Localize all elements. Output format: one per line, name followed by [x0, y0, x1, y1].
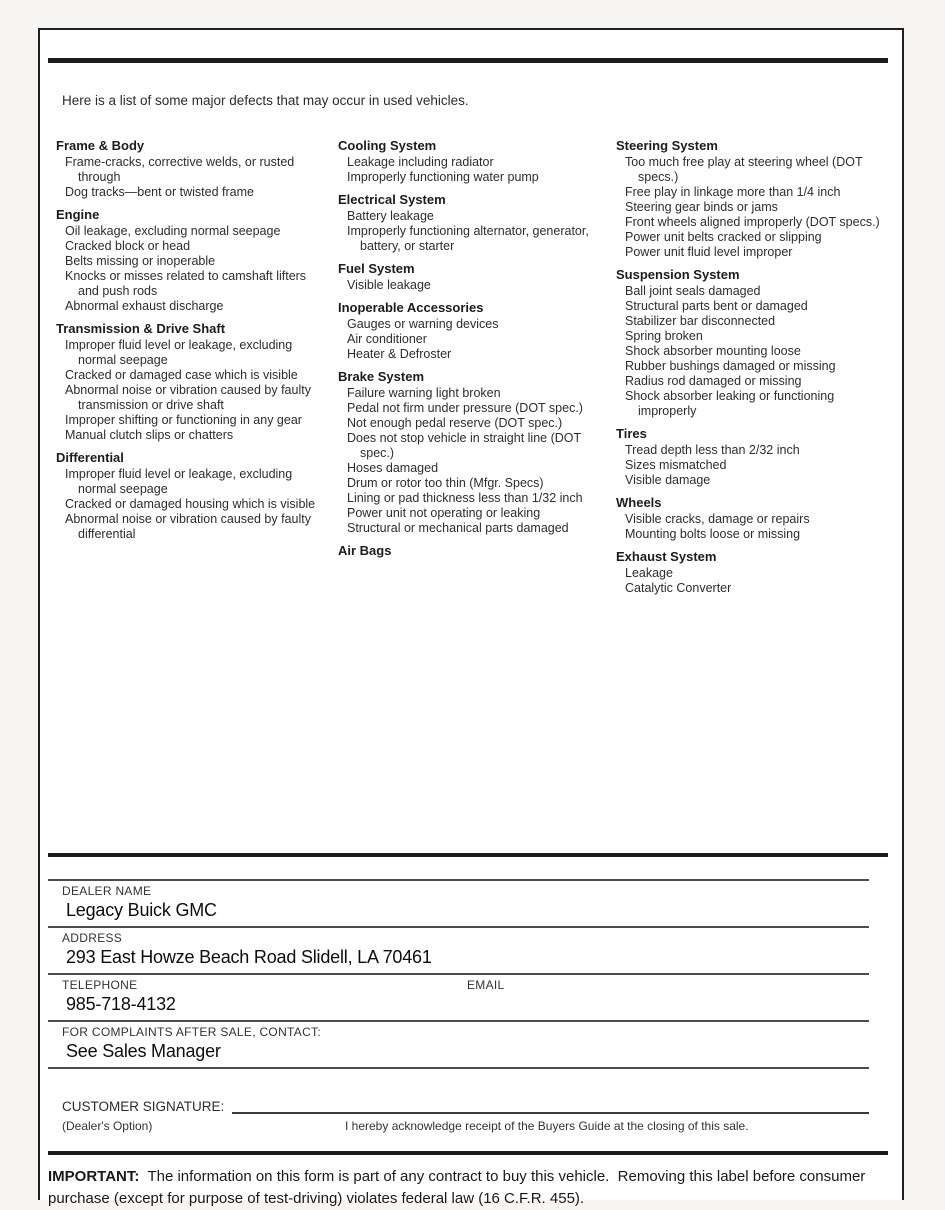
defect-item: Does not stop vehicle in straight line (DOT spec.)	[347, 431, 581, 460]
defect-item: Front wheels aligned improperly (DOT specs.)	[625, 215, 880, 229]
defect-item: Air conditioner	[347, 332, 427, 346]
defect-item: Cracked block or head	[65, 239, 191, 253]
customer-signature-row	[62, 1099, 869, 1114]
defect-item: Steering gear binds or jams	[625, 200, 778, 214]
defect-item: Failure warning light broken	[347, 386, 501, 400]
defect-item: Structural or mechanical parts damaged	[347, 521, 569, 535]
defect-columns	[56, 138, 902, 596]
field-value: 293 East Howze Beach Road Slidell, LA 70461	[66, 947, 432, 967]
defect-section-heading: Cooling System	[338, 138, 437, 153]
defect-item: Power unit fluid level improper	[625, 245, 793, 259]
form-field	[48, 926, 869, 973]
defect-item: Cracked or damaged case which is visible	[65, 368, 298, 382]
signature-subrow	[62, 1119, 869, 1134]
defect-item: Radius rod damaged or missing	[625, 374, 802, 388]
form-field	[48, 1020, 869, 1069]
defect-item: Not enough pedal reserve (DOT spec.)	[347, 416, 563, 430]
field-value: See Sales Manager	[66, 1041, 221, 1061]
defect-item: Pedal not firm under pressure (DOT spec.)	[347, 401, 583, 415]
defect-section-heading: Brake System	[338, 369, 424, 384]
defect-section-heading: Steering System	[616, 138, 718, 153]
defect-section-heading: Electrical System	[338, 192, 446, 207]
defect-item: Catalytic Converter	[625, 581, 732, 595]
defect-section-heading: Engine	[56, 207, 100, 222]
buyers-guide-back-page	[38, 28, 904, 1208]
defect-item: Ball joint seals damaged	[625, 284, 761, 298]
top-divider-rule	[48, 58, 888, 63]
dealer-info-block	[40, 853, 902, 1210]
important-notice	[48, 1166, 873, 1210]
defect-column	[616, 138, 904, 596]
signature-line	[232, 1099, 869, 1114]
defect-section-heading: Transmission & Drive Shaft	[56, 321, 226, 336]
defect-item: Stabilizer bar disconnected	[625, 314, 776, 328]
defect-item: Leakage including radiator	[347, 155, 494, 169]
important-label: IMPORTANT:	[48, 1168, 140, 1185]
field-value: Legacy Buick GMC	[66, 900, 217, 920]
defect-item: Visible leakage	[347, 278, 431, 292]
defect-item: Heater & Defroster	[347, 347, 452, 361]
defect-item: Structural parts bent or damaged	[625, 299, 808, 313]
defect-item: Improper shifting or functioning in any gear	[65, 413, 302, 427]
defect-item: Sizes mismatched	[625, 458, 727, 472]
defect-item: Abnormal noise or vibration caused by faulty transmission or drive shaft	[65, 383, 311, 412]
defect-item: Power unit belts cracked or slipping	[625, 230, 822, 244]
defect-section-heading: Tires	[616, 426, 647, 441]
defect-item: Knocks or misses related to camshaft lifters and push rods	[65, 269, 307, 298]
defect-item: Mounting bolts loose or missing	[625, 527, 801, 541]
mid-divider-rule	[48, 853, 888, 857]
defect-item: Shock absorber mounting loose	[625, 344, 801, 358]
defect-item: Visible cracks, damage or repairs	[625, 512, 810, 526]
defect-item: Frame-cracks, corrective welds, or rusted through	[65, 155, 295, 184]
defect-section-heading: Air Bags	[338, 543, 392, 558]
form-field	[48, 879, 869, 926]
defect-section-heading: Fuel System	[338, 261, 415, 276]
defect-item: Leakage	[625, 566, 673, 580]
defect-item: Tread depth less than 2/32 inch	[625, 443, 800, 457]
defect-item: Improper fluid level or leakage, excluding normal seepage	[65, 467, 293, 496]
acknowledge-text: I hereby acknowledge receipt of the Buyers Guide at the closing of this sale.	[345, 1119, 749, 1133]
field-value: 985-718-4132	[66, 994, 176, 1014]
defect-section-heading: Suspension System	[616, 267, 740, 282]
defect-item: Oil leakage, excluding normal seepage	[65, 224, 281, 238]
defect-item: Shock absorber leaking or functioning improperly	[625, 389, 835, 418]
field-label: DEALER NAME	[62, 884, 152, 898]
defect-item: Too much free play at steering wheel (DOT specs.)	[625, 155, 863, 184]
defect-item: Belts missing or inoperable	[65, 254, 216, 268]
defect-item: Drum or rotor too thin (Mfgr. Specs)	[347, 476, 544, 490]
defect-section-heading: Exhaust System	[616, 549, 717, 564]
field-label-secondary: EMAIL	[467, 978, 505, 992]
defect-item: Visible damage	[625, 473, 711, 487]
defect-item: Power unit not operating or leaking	[347, 506, 541, 520]
intro-text: Here is a list of some major defects that may occur in used vehicles.	[62, 93, 469, 108]
customer-signature-label: CUSTOMER SIGNATURE:	[62, 1099, 225, 1114]
important-text: The information on this form is part of any contract to buy this vehicle. Removing this label before consumer purchase (except for purpose of test-driving) violates federal law (16 C.F.R. 455).	[48, 1168, 870, 1208]
dealer-fieldset	[48, 879, 869, 1069]
defect-item: Dog tracks—bent or twisted frame	[65, 185, 254, 199]
defect-section-heading: Inoperable Accessories	[338, 300, 484, 315]
form-field	[48, 973, 869, 1020]
defect-item: Gauges or warning devices	[347, 317, 499, 331]
defect-item: Rubber bushings damaged or missing	[625, 359, 836, 373]
defect-item: Abnormal noise or vibration caused by faulty differential	[65, 512, 311, 541]
field-label: FOR COMPLAINTS AFTER SALE, CONTACT:	[62, 1025, 321, 1039]
defect-item: Lining or pad thickness less than 1/32 inch	[347, 491, 583, 505]
defect-item: Improperly functioning water pump	[347, 170, 539, 184]
defect-column	[56, 138, 338, 596]
defect-item: Hoses damaged	[347, 461, 439, 475]
defect-section-heading: Wheels	[616, 495, 662, 510]
defect-section-heading: Frame & Body	[56, 138, 145, 153]
defect-item: Abnormal exhaust discharge	[65, 299, 224, 313]
field-label: ADDRESS	[62, 931, 123, 945]
defect-item: Spring broken	[625, 329, 703, 343]
defect-item: Improperly functioning alternator, generator, battery, or starter	[347, 224, 589, 253]
defect-item: Cracked or damaged housing which is visible	[65, 497, 316, 511]
defect-item: Free play in linkage more than 1/4 inch	[625, 185, 841, 199]
defect-item: Manual clutch slips or chatters	[65, 428, 234, 442]
defect-column	[338, 138, 616, 596]
defect-item: Battery leakage	[347, 209, 434, 223]
defect-section-heading: Differential	[56, 450, 124, 465]
defect-item: Improper fluid level or leakage, excluding normal seepage	[65, 338, 293, 367]
bottom-divider-rule	[48, 1151, 888, 1155]
dealers-option-label: (Dealer's Option)	[62, 1119, 153, 1133]
field-label: TELEPHONE EMAIL	[62, 978, 505, 992]
